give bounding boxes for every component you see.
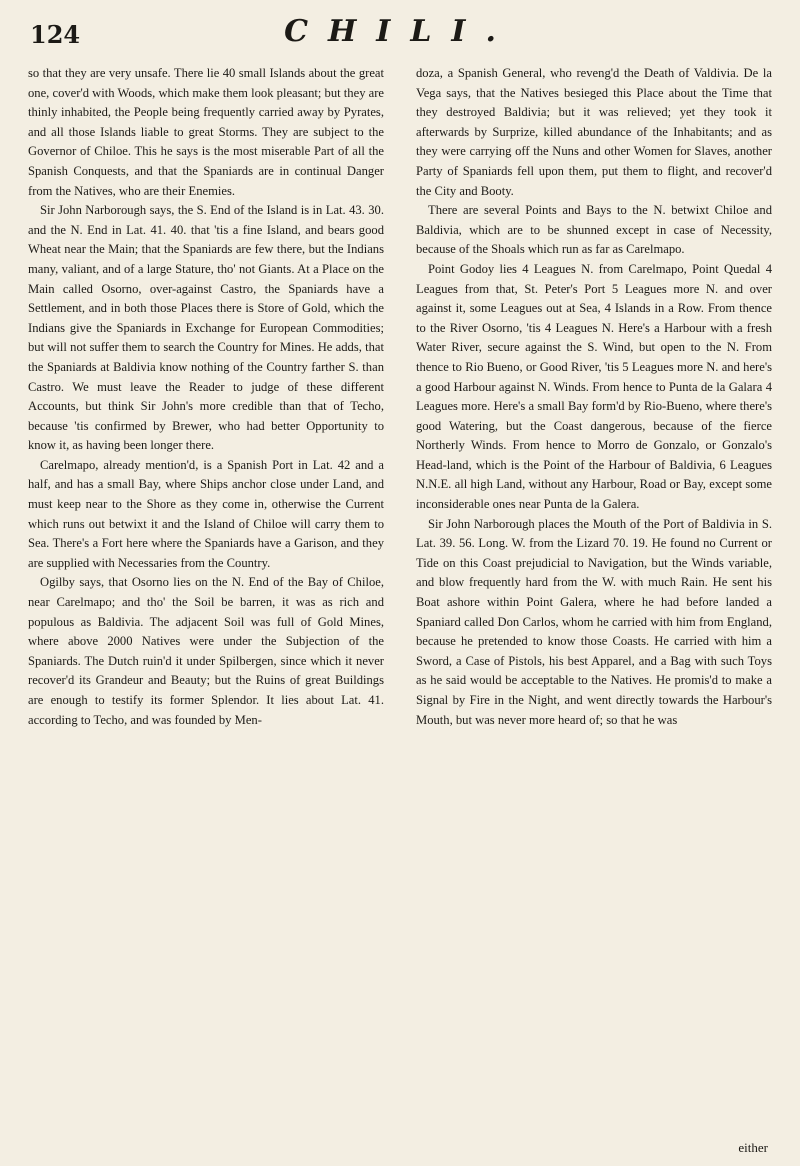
- paragraph: Sir John Narborough places the Mouth of the Port of Baldivia in S. Lat. 39. 56. Long. W. from the Lizard 70. 19. He found no Current or Tide on this Coast prejudicial to Navigation, but the Winds variable, and blow frequently hard from the W. with much Rain. He sent his Boat ashore within Point Galera, where he had before landed a Spaniard called Don Carlos, whom he carried with him from England, because he pretended to know those Coasts. He carried with him a Sword, a Case of Pistols, his best Apparel, and a Bag with such Toys as he said would be acceptable to the Natives. He promis'd to make a Signal by Fire in the Night, and went directly towards the Harbour's Mouth, but was never more heard of; so that he was: [416, 516, 772, 727]
- page-header: [30, 14, 770, 54]
- running-head: CHILI.: [284, 14, 516, 49]
- paragraph: Point Godoy lies 4 Leagues N. from Carelmapo, Point Quedal 4 Leagues from that, St. Peter's Port 5 Leagues more N. and over against it, some Leagues out at Sea, 4 Islands in a Row. From thence to the River Osorno, 'tis 4 Leagues N. Here's a Harbour with a fresh Water River, secure against the S. Wind, but open to the N. From thence to Rio Bueno, or Good River, 'tis 5 Leagues more N. and here's a good Harbour against N. Winds. From hence to Punta de la Galara 4 Leagues more. Here's a small Bay form'd by Rio-Bueno, where there's good Watering, but the Coast dangerous, because of the fierce Northerly Winds. From hence to Morro de Gonzalo, or Gonzalo's Head-land, which is the Point of the Harbour of Baldivia, 6 Leagues N.N.E. all high Land, without any Harbour, Road or Bay, except some inconsiderable ones near Punta de la Galera.: [416, 261, 772, 512]
- catchword: either: [738, 1140, 768, 1155]
- right-column: [416, 64, 772, 730]
- paragraph: so that they are very unsafe. There lie 40 small Islands about the great one, cover'd with Woods, which make them look pleasant; but they are thinly inhabited, the People being frequently carried away by Pyrates, and all those Islands liable to great Storms. They are subject to the Governor of Chiloe. This he says is the most miserable Part of all the Spanish Conquests, and that the Spaniards are in continual Danger from the Natives, who are their Enemies.: [28, 66, 385, 198]
- paragraph: Carelmapo, already mention'd, is a Spanish Port in Lat. 42 and a half, and has a small Bay, where Ships anchor close under Land, and must keep near to the Shore as they come in, otherwise the Current which runs out betwixt it and the Island of Chiloe will carry them to Sea. There's a Fort here where the Spaniards have a Garison, and they are supplied with Necessaries from the Country.: [28, 457, 384, 570]
- paragraph: Ogilby says, that Osorno lies on the N. End of the Bay of Chiloe, near Carelmapo; and tho' the Soil be barren, it was as rich and populous as Baldivia. The adjacent Soil was full of Gold Mines, where above 2000 Natives were under the Subjection of the Spaniards. The Dutch ruin'd it under Spilbergen, since which it never recover'd its Grandeur and Beauty; but the Ruins of great Buildings are enough to testify its former Splendor. It lies about Lat. 41. according to Techo, and was founded by Men-: [28, 575, 384, 727]
- paragraph: doza, a Spanish General, who reveng'd the Death of Valdivia. De la Vega says, that the Natives besieged this Place about the Time that they destroyed Baldivia; but it was relieved; yet they took it afterwards by Surprize, killed abundance of the Inhabitants; and as they were carrying off the Nuns and other Women for Slaves, another Party of Spaniards fell upon them, put them to flight, and recover'd the City and Booty.: [416, 66, 772, 198]
- paragraph: Sir John Narborough says, the S. End of the Island is in Lat. 43. 30. and the N. End in Lat. 41. 40. that 'tis a fine Island, and bears good Wheat near the Main; that the Spaniards are few there, but the Indians many, valiant, and of a large Stature, tho' not Giants. At a Place on the Main called Osorno, over-against Castro, the Spaniards have a Settlement, and in both those Places there is Store of Gold, which the Indians give the Spaniards in Exchange for European Commodities; but will not suffer them to search the Country for Mines. He adds, that the Spaniards at Baldivia know nothing of the Country farther S. than Castro. We must leave the Reader to judge of these different Accounts, but think Sir John's more credible than that of Techo, because 'tis confirmed by Brewer, who had better Opportunity to know it, as having been longer there.: [28, 203, 384, 453]
- paragraph: There are several Points and Bays to the N. betwixt Chiloe and Baldivia, which are to be shunned except in case of Necessity, because of the Shoals which run as far as Carelmapo.: [416, 203, 772, 257]
- left-column: [28, 64, 384, 730]
- page-number: 124: [30, 20, 81, 49]
